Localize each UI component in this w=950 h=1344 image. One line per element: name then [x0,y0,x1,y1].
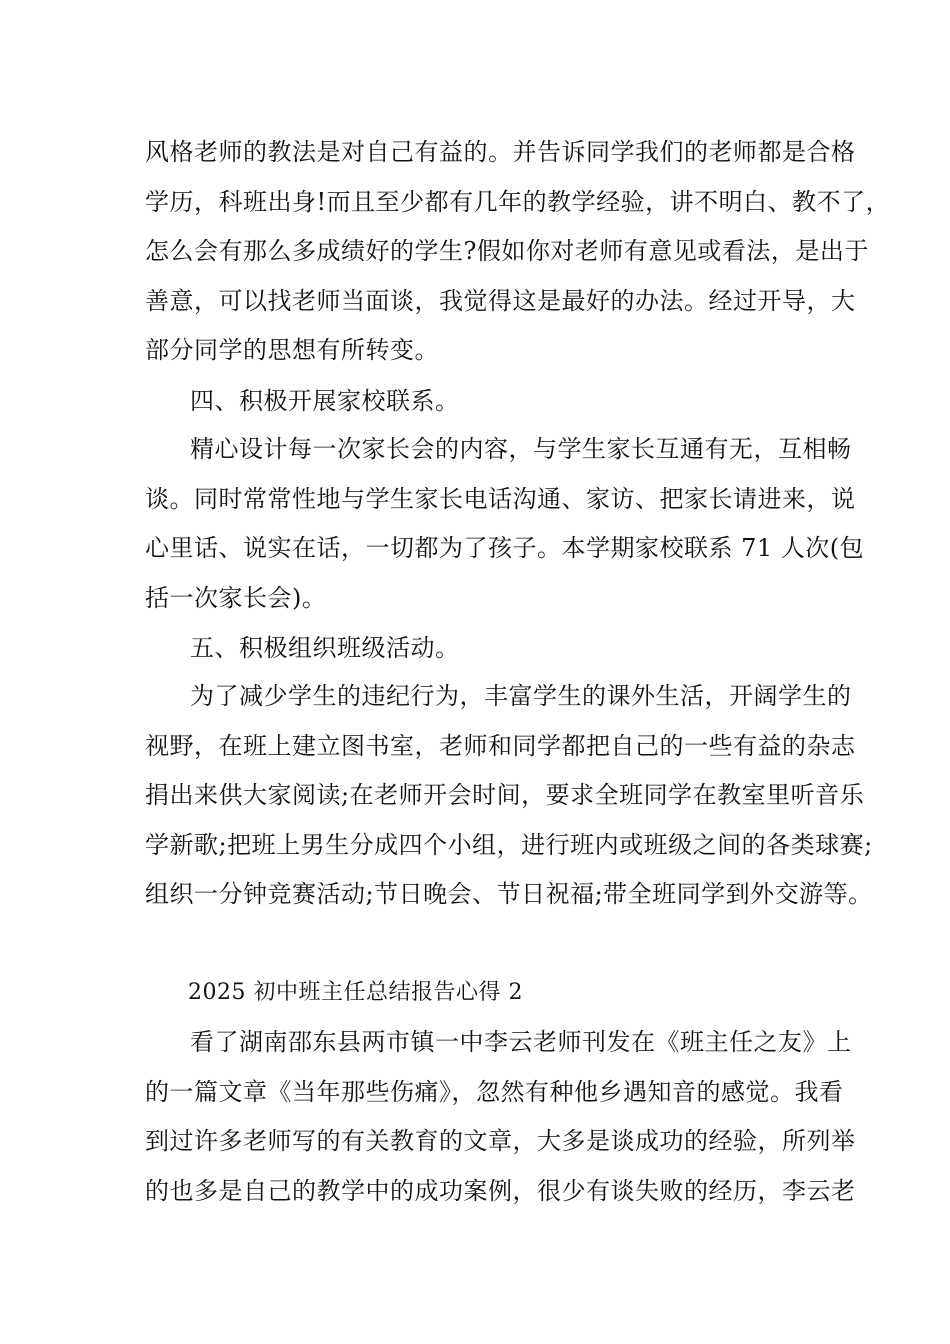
body-text-line: 括一次家长会)。 [145,584,327,612]
body-text-line: 为了减少学生的违纪行为，丰富学生的课外生活，开阔学生的 [190,682,852,710]
body-text-line: 善意，可以找老师当面谈，我觉得这是最好的办法。经过开导，大 [145,287,856,315]
body-text-line: 学历，科班出身!而且至少都有几年的教学经验，讲不明白、教不了， [145,188,891,216]
body-text-line: 看了湖南邵东县两市镇一中李云老师刊发在《班主任之友》上 [190,1028,852,1056]
body-text-line: 捐出来供大家阅读;在老师开会时间，要求全班同学在教室里听音乐 [145,781,865,809]
body-text-line: 视野，在班上建立图书室，老师和同学都把自己的一些有益的杂志 [145,732,856,760]
body-text-line: 风格老师的教法是对自己有益的。并告诉同学我们的老师都是合格 [145,138,856,166]
body-text-line: 学新歌;把班上男生分成四个小组，进行班内或班级之间的各类球赛; [145,831,873,859]
section-heading: 五、积极组织班级活动。 [190,634,460,662]
body-text-line: 的一篇文章《当年那些伤痛》，忽然有种他乡遇知音的感觉。我看 [145,1078,844,1106]
body-text-line: 心里话、说实在话，一切都为了孩子。本学期家校联系 71 人次(包 [145,534,865,562]
section-heading: 四、积极开展家校联系。 [190,387,460,415]
body-text-line: 的也多是自己的教学中的成功案例，很少有谈失败的经历，李云老 [145,1177,856,1205]
body-text-line: 部分同学的思想有所转变。 [145,336,439,364]
body-text-line: 谈。同时常常性地与学生家长电话沟通、家访、把家长请进来，说 [145,485,856,513]
body-text-line: 精心设计每一次家长会的内容，与学生家长互通有无，互相畅 [190,435,852,463]
body-text-line: 组织一分钟竞赛活动;节日晚会、节日祝福;带全班同学到外交游等。 [145,880,873,908]
body-text-line: 怎么会有那么多成绩好的学生?假如你对老师有意见或看法，是出于 [145,237,869,265]
body-text-line: 到过许多老师写的有关教育的文章，大多是谈成功的经验，所列举 [145,1127,856,1155]
article-title: 2025 初中班主任总结报告心得 2 [188,980,523,1005]
